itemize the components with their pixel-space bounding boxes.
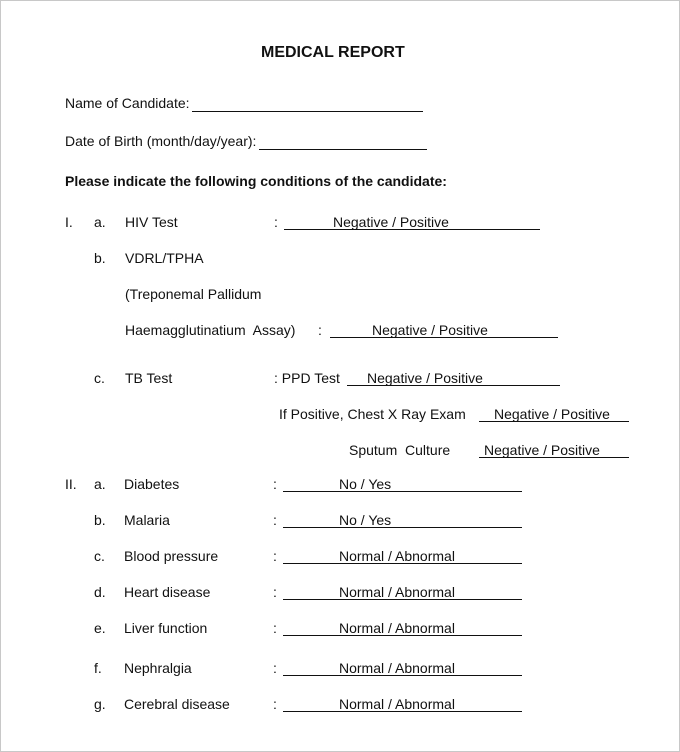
condition-label: Cerebral disease bbox=[124, 696, 230, 712]
sputum-field[interactable]: Negative / Positive bbox=[479, 442, 629, 458]
page-title: MEDICAL REPORT bbox=[261, 44, 405, 61]
condition-field[interactable]: No / Yes bbox=[283, 476, 522, 492]
instruction: Please indicate the following conditions of the candidate: bbox=[65, 173, 447, 189]
colon: : bbox=[273, 548, 277, 564]
condition-label: Nephralgia bbox=[124, 660, 192, 676]
dob-label: Date of Birth (month/day/year): bbox=[65, 133, 257, 149]
colon: : bbox=[273, 660, 277, 676]
item-letter: b. bbox=[94, 250, 106, 266]
item-letter: f. bbox=[94, 660, 102, 676]
item-letter: a. bbox=[94, 214, 106, 230]
condition-field[interactable]: No / Yes bbox=[283, 512, 522, 528]
ppd-field[interactable]: Negative / Positive bbox=[347, 370, 560, 386]
sputum-label: Sputum Culture bbox=[349, 442, 451, 458]
colon: : bbox=[273, 696, 277, 712]
vdrl-label-line2: (Treponemal Pallidum bbox=[125, 286, 262, 302]
condition-field[interactable]: Normal / Abnormal bbox=[283, 660, 522, 676]
vdrl-field[interactable]: Negative / Positive bbox=[330, 322, 558, 338]
condition-field[interactable]: Normal / Abnormal bbox=[283, 548, 522, 564]
colon: : bbox=[273, 476, 277, 492]
condition-label: Liver function bbox=[124, 620, 208, 636]
item-letter: c. bbox=[94, 370, 105, 386]
item-letter: b. bbox=[94, 512, 106, 528]
condition-label: Heart disease bbox=[124, 584, 211, 600]
tb-label: TB Test bbox=[125, 370, 173, 386]
vdrl-label: VDRL/TPHA bbox=[125, 250, 204, 266]
hiv-field[interactable]: Negative / Positive bbox=[284, 214, 540, 230]
condition-label: Blood pressure bbox=[124, 548, 219, 564]
item-letter: d. bbox=[94, 584, 106, 600]
hiv-label: HIV Test bbox=[125, 214, 178, 230]
vdrl-label-line3: Haemagglutinatium Assay) bbox=[125, 322, 296, 338]
condition-label: Malaria bbox=[124, 512, 170, 528]
dob-field[interactable] bbox=[259, 133, 427, 150]
name-label: Name of Candidate: bbox=[65, 95, 190, 111]
colon: : bbox=[274, 214, 278, 230]
xray-field[interactable]: Negative / Positive bbox=[479, 406, 629, 422]
name-field[interactable] bbox=[192, 95, 423, 112]
xray-label: If Positive, Chest X Ray Exam bbox=[279, 406, 466, 422]
item-letter: g. bbox=[94, 696, 106, 712]
colon: : bbox=[273, 512, 277, 528]
colon: : bbox=[318, 322, 322, 338]
section-2-numeral: II. bbox=[65, 476, 77, 492]
colon: : bbox=[273, 584, 277, 600]
condition-field[interactable]: Normal / Abnormal bbox=[283, 620, 522, 636]
section-1-numeral: I. bbox=[65, 214, 73, 230]
colon: : bbox=[273, 620, 277, 636]
condition-field[interactable]: Normal / Abnormal bbox=[283, 696, 522, 712]
item-letter: c. bbox=[94, 548, 105, 564]
item-letter: a. bbox=[94, 476, 106, 492]
item-letter: e. bbox=[94, 620, 106, 636]
condition-label: Diabetes bbox=[124, 476, 180, 492]
ppd-label: : PPD Test bbox=[274, 370, 340, 386]
condition-field[interactable]: Normal / Abnormal bbox=[283, 584, 522, 600]
